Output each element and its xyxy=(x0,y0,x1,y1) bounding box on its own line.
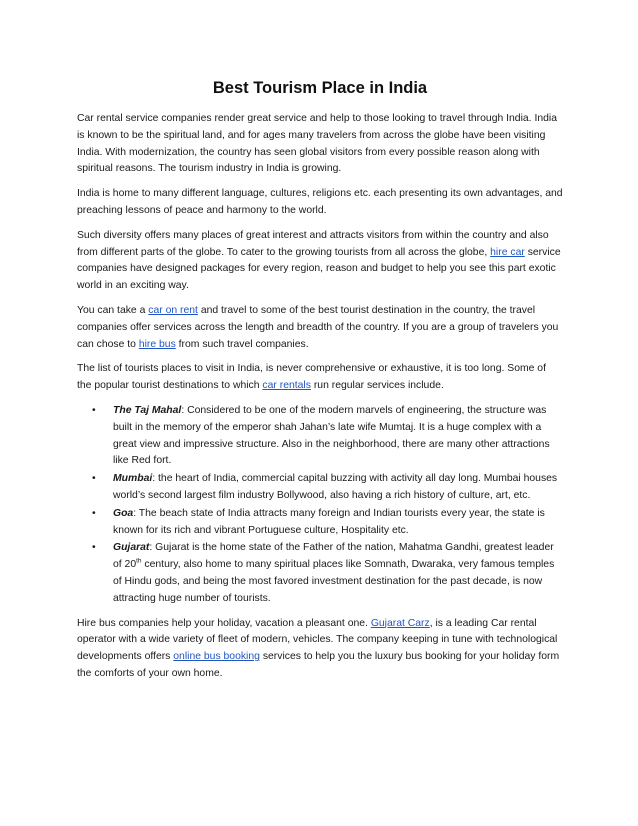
list-item-mumbai xyxy=(77,471,563,505)
destination-name: The Taj Mahal xyxy=(113,404,182,416)
destination-description-cont: century, also home to many spiritual places like Somnath, Dwaraka, very famous temples of Hindu gods, and being the most favored investment destination for the past decade, is now attracting huge number of tourists. xyxy=(113,559,555,604)
paragraph-text: You can take a xyxy=(77,304,149,316)
paragraph-text: Such diversity offers many places of great interest and attracts visitors from within the country and also from different parts of the globe. To cater to the growing tourists from all across the globe, xyxy=(77,229,549,258)
paragraph-text: run regular services include. xyxy=(310,380,444,392)
hire-bus-link[interactable]: hire bus xyxy=(138,338,176,350)
list-item-gujarat xyxy=(77,540,563,607)
destination-list xyxy=(77,403,563,608)
gujarat-carz-link[interactable]: Gujarat Carz xyxy=(370,617,430,629)
paragraph-intro: Car rental service companies render great service and help to those looking to travel through India. India is known to be the spiritual land, and for ages many travelers from across the globe have been visiting India. With modernization, the country has seen global visitors from every possible reason along with spiritual reasons. The tourism industry in India is growing. xyxy=(77,113,557,175)
car-on-rent-link[interactable]: car on rent xyxy=(148,304,198,316)
paragraph-hire-car xyxy=(77,228,563,295)
bullet-icon: • xyxy=(92,404,96,416)
page-title: Best Tourism Place in India xyxy=(212,79,428,97)
destination-description: : Gujarat is the home state of the Father of the nation, Mahatma Gandhi, greatest leader of 20 xyxy=(113,542,554,571)
hire-car-link[interactable]: hire car xyxy=(490,246,525,258)
destination-description: : the heart of India, commercial capital buzzing with activity all day long. Mumbai houses world’s second largest film industry Bollywood, also having a rich history of culture, art, etc. xyxy=(113,473,558,501)
paragraph-text: The list of tourists places to visit in India, is never comprehensive or exhaustive, it is too long. Some of the popular tourist destinations to which xyxy=(77,363,546,392)
paragraph-destinations-intro xyxy=(77,361,563,395)
paragraph-diversity: India is home to many different language, cultures, religions etc. each presenting its own advantages, and preaching lessons of peace and harmony to the world. xyxy=(77,188,563,216)
destination-name: Goa xyxy=(113,507,134,519)
paragraph-closing xyxy=(77,616,563,683)
destination-name: Mumbai xyxy=(113,473,153,485)
bullet-icon: • xyxy=(92,473,96,485)
list-item-goa xyxy=(77,506,563,540)
bullet-icon: • xyxy=(92,507,96,519)
paragraph-car-on-rent xyxy=(77,303,563,353)
destination-description: : The beach state of India attracts many foreign and Indian tourists every year, the state is known for its rich and vibrant Portuguese culture, Hospitality etc. xyxy=(113,507,545,536)
paragraph-text: services to help you the luxury bus booking for your holiday form the comforts of your own home. xyxy=(77,651,560,679)
paragraph-text: service companies have designed packages for every region, reason and budget to help you see this part exotic world in an exciting way. xyxy=(77,246,561,292)
paragraph-text: and travel to some of the best tourist destination in the country, the travel companies offer services across the length and breadth of the country. If you are a group of travelers you can chose to xyxy=(77,304,559,350)
document-body xyxy=(77,78,563,691)
paragraph-text: , is a leading Car rental operator with a wide variety of fleet of modern, vehicles. The company keeping in tune with technological developments offers xyxy=(77,617,558,663)
bullet-icon: • xyxy=(92,542,96,554)
paragraph-text: from such travel companies. xyxy=(175,338,309,350)
destination-name: Gujarat xyxy=(113,542,150,554)
destination-description: : Considered to be one of the modern marvels of engineering, the structure was built in the memory of the emperor shah Jahan’s late wife Mumtaj. It is a huge complex with a great view and impressive structure. Also in the neighborhood, there are many other attractions like Red fort. xyxy=(113,404,550,467)
car-rentals-link[interactable]: car rentals xyxy=(262,380,311,392)
paragraph-text: Hire bus companies help your holiday, vacation a pleasant one. xyxy=(77,617,371,629)
online-bus-booking-link[interactable]: online bus booking xyxy=(173,651,260,663)
list-item-taj-mahal xyxy=(77,403,563,470)
superscript-th: th xyxy=(136,557,142,565)
